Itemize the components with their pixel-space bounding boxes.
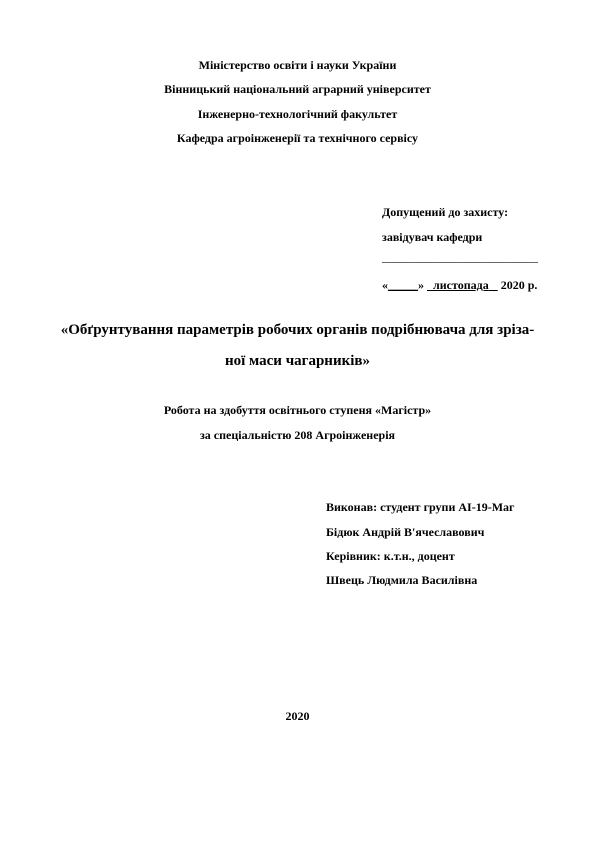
thesis-title-line-1: «Обґрунтування параметрів робочих органів подрібнювача для зріза- [60, 322, 535, 338]
document-year: 2020 [285, 709, 310, 723]
ministry-name: Міністерство освіти і науки України [198, 58, 397, 72]
date-quote-open: « [382, 278, 388, 292]
date-day-blank: _____ [388, 278, 418, 292]
degree-line-2: за спеціальністю 208 Агроінженерія [199, 428, 396, 442]
date-year: 2020 р. [500, 278, 538, 292]
date-month-text: листопада [433, 278, 489, 292]
date-quote-close: » [418, 278, 424, 292]
head-of-department-label: завідувач кафедри [382, 230, 483, 244]
university-name: Вінницький національний аграрний університет [164, 82, 431, 96]
supervisor-label: Керівник: к.т.н., доцент [326, 549, 455, 563]
signature-line: __________________________ [382, 250, 538, 264]
thesis-title-line-2: ної маси чагарників» [224, 353, 371, 369]
faculty-name: Інженерно-технологічний факультет [197, 107, 398, 121]
student-name: Бідюк Андрій В'ячеславович [326, 525, 485, 539]
date-month [427, 278, 498, 292]
approval-date [382, 278, 537, 292]
performed-by: Виконав: студент групи АІ-19-Маг [326, 500, 515, 514]
degree-line-1: Робота на здобуття освітнього ступеня «Магістр» [163, 403, 432, 417]
admitted-label: Допущений до захисту: [382, 205, 509, 219]
supervisor-name: Швець Людмила Василівна [326, 573, 478, 587]
department-name: Кафедра агроінженерії та технічного сервісу [176, 131, 419, 145]
